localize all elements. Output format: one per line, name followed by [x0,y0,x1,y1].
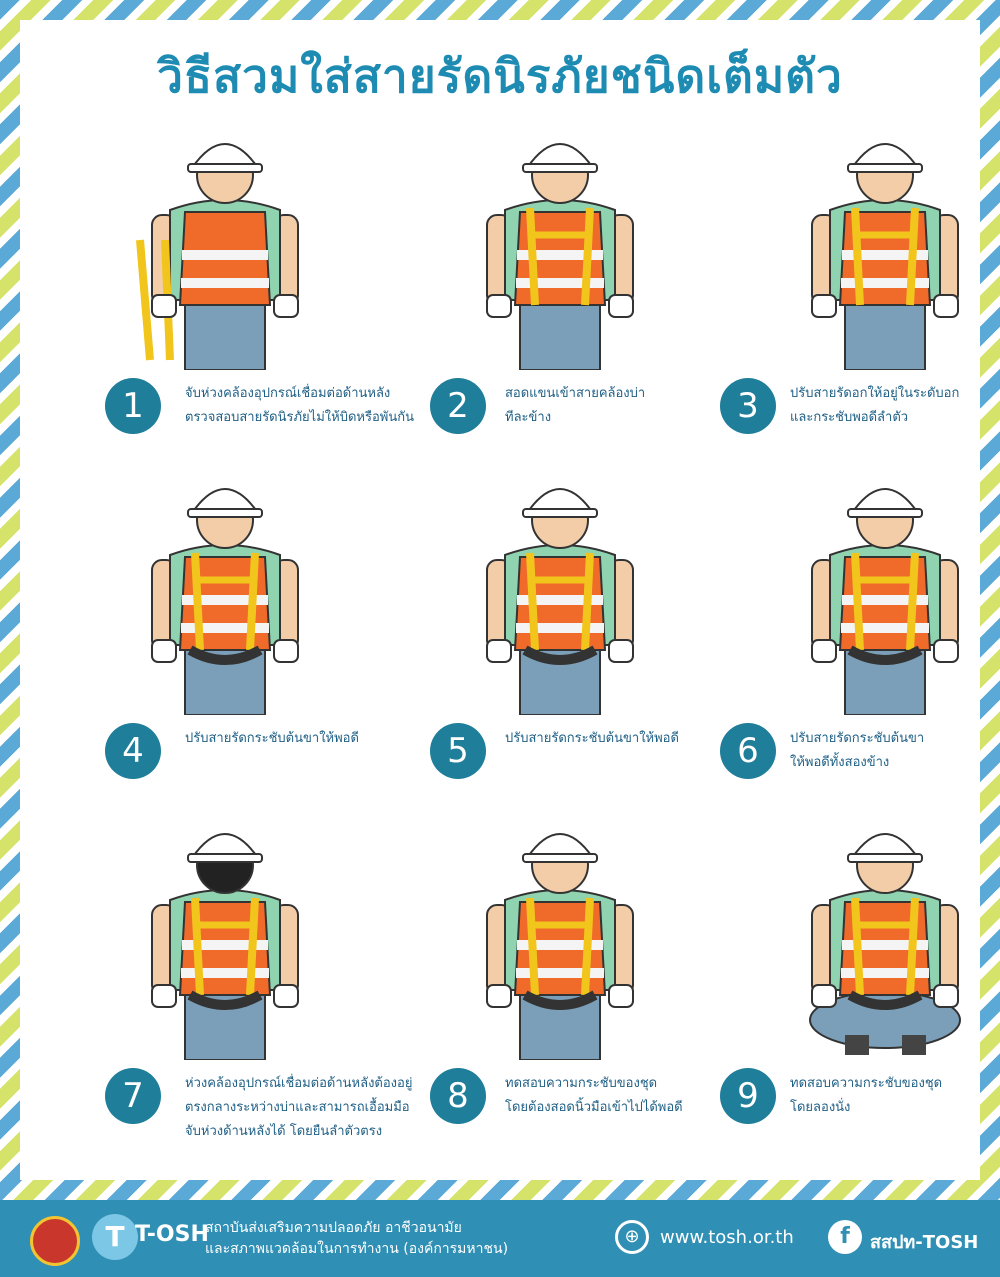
step-description-line: สอดแขนเข้าสายคล้องบ่า [505,386,646,401]
worker-illustration [130,120,320,370]
government-seal-logo [30,1216,80,1266]
step-description-line: โดยลองนั่ง [790,1100,851,1115]
step-description-line: ห่วงคล้องอุปกรณ์เชื่อมต่อด้านหลังต้องอยู่ [185,1076,413,1091]
step-4 [60,455,380,815]
worker-illustration [465,465,655,715]
step-number-badge: 8 [430,1068,486,1124]
worker-illustration [130,810,320,1060]
step-description [790,1072,1000,1120]
worker-illustration [790,120,980,370]
step-5 [395,455,715,815]
poster-body [20,20,980,1180]
step-description [790,382,1000,430]
org-name-line1: สถาบันส่งเสริมความปลอดภัย อาชีวอนามัย [205,1220,462,1236]
facebook-link[interactable]: สสปท-TOSH [870,1232,979,1253]
worker-illustration [130,465,320,715]
step-description-line: ปรับสายรัดกระชับต้นขาให้พอดี [505,731,679,746]
worker-illustration [790,465,980,715]
step-description-line: ทดสอบความกระชับของชุด [790,1076,943,1091]
step-number-badge: 7 [105,1068,161,1124]
step-9 [720,800,1000,1160]
step-number-badge: 6 [720,723,776,779]
step-description-line: จับห่วงด้านหลังได้ โดยยืนลำตัวตรง [185,1124,383,1139]
step-description-line: ทีละข้าง [505,410,552,425]
step-description-line: ทดสอบความกระชับของชุด [505,1076,658,1091]
step-description [790,727,1000,775]
step-description-line: ให้พอดีทั้งสองข้าง [790,755,890,770]
step-number-badge: 1 [105,378,161,434]
step-description-line: โดยต้องสอดนิ้วมือเข้าไปได้พอดี [505,1100,683,1115]
website-link[interactable]: www.tosh.or.th [660,1227,794,1248]
step-2 [395,110,715,470]
step-description-line: ปรับสายรัดอกให้อยู่ในระดับอก [790,386,960,401]
step-6 [720,455,1000,815]
org-name-line2: และสภาพแวดล้อมในการทำงาน (องค์การมหาชน) [205,1241,509,1257]
step-description-line: ปรับสายรัดกระชับต้นขา [790,731,925,746]
globe-icon: ⊕ [615,1220,649,1254]
step-7 [60,800,413,1160]
step-description-line: จับห่วงคล้องอุปกรณ์เชื่อมต่อด้านหลัง [185,386,391,401]
worker-illustration [790,810,980,1060]
step-number-badge: 3 [720,378,776,434]
worker-illustration [465,810,655,1060]
step-3 [720,110,1000,470]
step-description-line: ตรวจสอบสายรัดนิรภัยไม่ให้บิดหรือพันกัน [185,410,414,425]
brand-name: T-OSH [135,1222,209,1247]
page-title: วิธีสวมใส่สายรัดนิรภัยชนิดเต็มตัว [157,49,843,103]
step-number-badge: 2 [430,378,486,434]
worker-illustration [465,120,655,370]
step-description-line: ตรงกลางระหว่างบ่าและสามารถเอื้อมมือ [185,1100,410,1115]
step-description-line: และกระชับพอดีลำตัว [790,410,909,425]
step-number-badge: 5 [430,723,486,779]
footer-bar [0,1200,1000,1277]
facebook-icon[interactable]: f [828,1220,862,1254]
step-number-badge: 4 [105,723,161,779]
step-8 [395,800,715,1160]
tosh-logo: T [92,1214,138,1260]
step-description-line: ปรับสายรัดกระชับต้นขาให้พอดี [185,731,359,746]
step-number-badge: 9 [720,1068,776,1124]
step-1 [60,110,414,470]
